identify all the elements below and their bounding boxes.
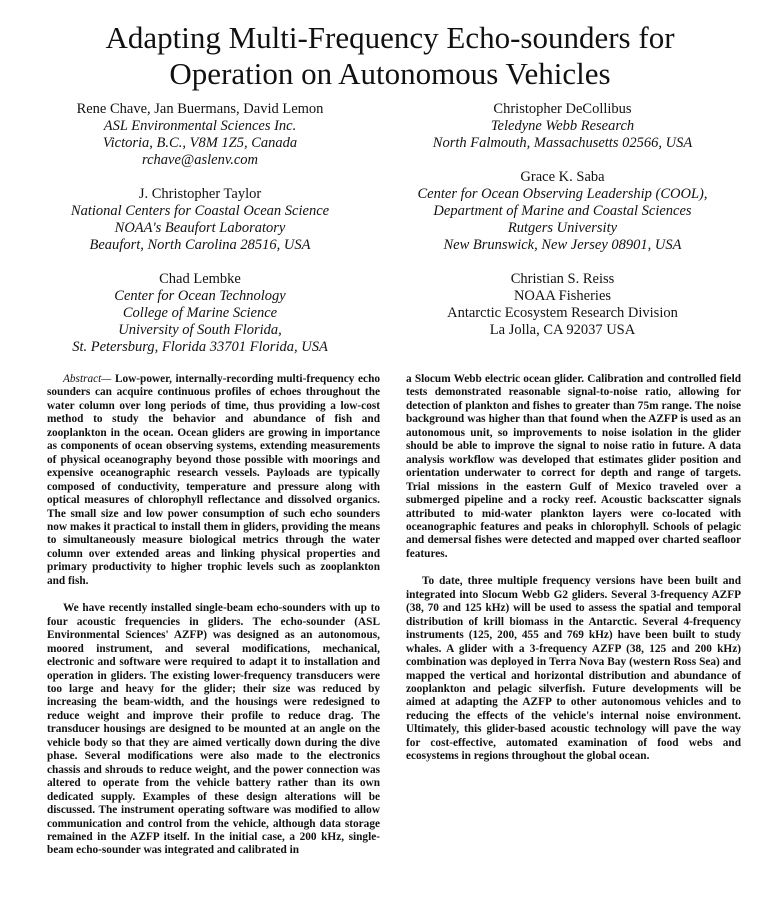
abstract-paragraph xyxy=(47,373,380,588)
author-names: Christopher DeCollibus xyxy=(493,101,632,117)
affiliation-line: University of South Florida, xyxy=(118,322,282,338)
body-paragraph: To date, three multiple frequency versions have been built and integrated into Slocum Webb G2 gliders. Several 3-frequency AZFP (38, 70 and 125 kHz) will be used to assess the spatial and temporal distribution of krill biomass in the Antarctic. Several 4-frequency instruments (125, 200, 455 and 769 kHz) have been built to study whales. A glider with a 3-frequency AZFP (38, 125 and 200 kHz) combination was deployed in Terra Nova Bay (western Ross Sea) and mapped the vertical and horizontal distribution and abundance of zooplankton and pelagic silverfish. Future developments will be aimed at adapting the AZFP to other autonomous vehicles and to reducing the effects of the vehicle's internal noise environment. Ultimately, this glider-based acoustic technology will pave the way for cost-effective, automated examination of food webs and ecosystems in regions throughout the global ocean. xyxy=(406,575,741,763)
affiliation-line: St. Petersburg, Florida 33701 Florida, USA xyxy=(72,339,328,355)
affiliation-line: New Brunswick, New Jersey 08901, USA xyxy=(443,237,682,253)
body-paragraph: We have recently installed single-beam echo-sounders with up to four acoustic frequencies in gliders. The echo-sounder (ASL Environmental Sciences' AZFP) was designed as an autonomous, moored instrument, and several modifications, mechanical, electronic and software were required to adapt it to installation and operation in gliders. The existing lower-frequency transducers were too large and heavy for the glider; their size was reduced by increasing the beam-width, and the housings were redesigned to reduce weight and improve their profile to reduce drag. The transducer housings are designed to be mounted at an angle on the vehicle body so that they are aimed vertically down during the dive phase. Several modifications were also made to the electronics chassis and shrouds to reduce weight, and the power connection was altered to operate from the vehicle battery rather than its own dedicated supply. Examples of these design alterations will be discussed. The instrument operating software was modified to allow communication and control from the vehicle, although data storage remained in the AZFP itself. In the initial case, a 200 kHz, single-beam echo-sounder was integrated and calibrated in xyxy=(47,602,380,857)
authors-left-column xyxy=(40,101,360,373)
affiliation-line: Antarctic Ecosystem Research Division xyxy=(447,305,678,321)
author-block xyxy=(40,271,360,356)
affiliation-line: National Centers for Coastal Ocean Science xyxy=(70,203,330,219)
affiliation-line: Rutgers University xyxy=(507,220,618,236)
author-block xyxy=(400,101,725,152)
affiliation-line: Department of Marine and Coastal Sciences xyxy=(433,203,692,219)
author-block xyxy=(400,169,725,254)
author-block xyxy=(400,271,725,339)
author-names: J. Christopher Taylor xyxy=(138,186,262,202)
author-names: Rene Chave, Jan Buermans, David Lemon xyxy=(76,101,324,117)
author-block xyxy=(40,101,360,169)
body-left-column xyxy=(47,373,380,858)
body-right-column xyxy=(406,373,741,764)
affiliation-line: ASL Environmental Sciences Inc. xyxy=(103,118,297,134)
author-names: Christian S. Reiss xyxy=(510,271,615,287)
author-names: Chad Lembke xyxy=(159,271,241,287)
affiliation-line: Center for Ocean Observing Leadership (COOL), xyxy=(417,186,708,202)
affiliation-line: North Falmouth, Massachusetts 02566, USA xyxy=(432,135,693,151)
affiliation-line: NOAA Fisheries xyxy=(513,288,612,304)
affiliation-line: Center for Ocean Technology xyxy=(114,288,286,304)
affiliation-line: Beaufort, North Carolina 28516, USA xyxy=(89,237,311,253)
abstract-label: Abstract— xyxy=(63,373,112,385)
title-line-2: Operation on Autonomous Vehicles xyxy=(169,56,611,91)
affiliation-line: NOAA's Beaufort Laboratory xyxy=(114,220,286,236)
affiliation-line: Victoria, B.C., V8M 1Z5, Canada xyxy=(102,135,298,151)
abstract-text: Low-power, internally-recording multi-frequency echo sounders can acquire continuous profiles of echoes throughout the water column over long periods of time, thus providing a low-cost method to study the behavior and abundance of fish and zooplankton in the ocean. Ocean gliders are growing in importance as components of ocean observing systems, extending measurements of physical oceanography beyond those possible with moorings and expensive oceanographic research vessels. Payloads are typically composed of conductivity, temperature and pressure along with optical measures of chlorophyll reflectance and dissolved organics. The small size and low power consumption of such echo sounders now makes it practical to install them in gliders, providing the means to simultaneously measure biological metrics through the water column over extended areas and linking physical properties and primary productivity to higher trophic levels such as zooplankton and fish. xyxy=(47,373,380,587)
author-email: rchave@aslenv.com xyxy=(142,152,258,168)
author-block xyxy=(40,186,360,254)
affiliation-line: College of Marine Science xyxy=(122,305,278,321)
title-line-1: Adapting Multi-Frequency Echo-sounders for xyxy=(105,20,675,55)
paper-title xyxy=(0,20,780,92)
author-names: Grace K. Saba xyxy=(520,169,605,185)
body-paragraph-continued: a Slocum Webb electric ocean glider. Calibration and controlled field tests demonstrated reasonable signal-to-noise ratio, allowing for detection of plankton and fishes to greater than 75m range. The noise background was higher than that found when the AZFP is used as an autonomous unit, so improvements to noise isolation in the glider should be able to improve the signal to noise ratio in future. A data analysis workflow was developed that estimates glider position and orientation underwater to correct for depth and range of targets. Trial missions in the eastern Gulf of Mexico traveled over a submerged pipeline and a rocky reef. Acoustic backscatter signals attributed to mid-water plankton layers were co-located with oceanographic features and peaks in chlorophyll. Schools of pelagic and demersal fishes were detected and mapped over charted seafloor features. xyxy=(406,373,741,560)
authors-right-column xyxy=(400,101,725,356)
affiliation-line: Teledyne Webb Research xyxy=(490,118,635,134)
affiliation-line: La Jolla, CA 92037 USA xyxy=(489,322,636,338)
